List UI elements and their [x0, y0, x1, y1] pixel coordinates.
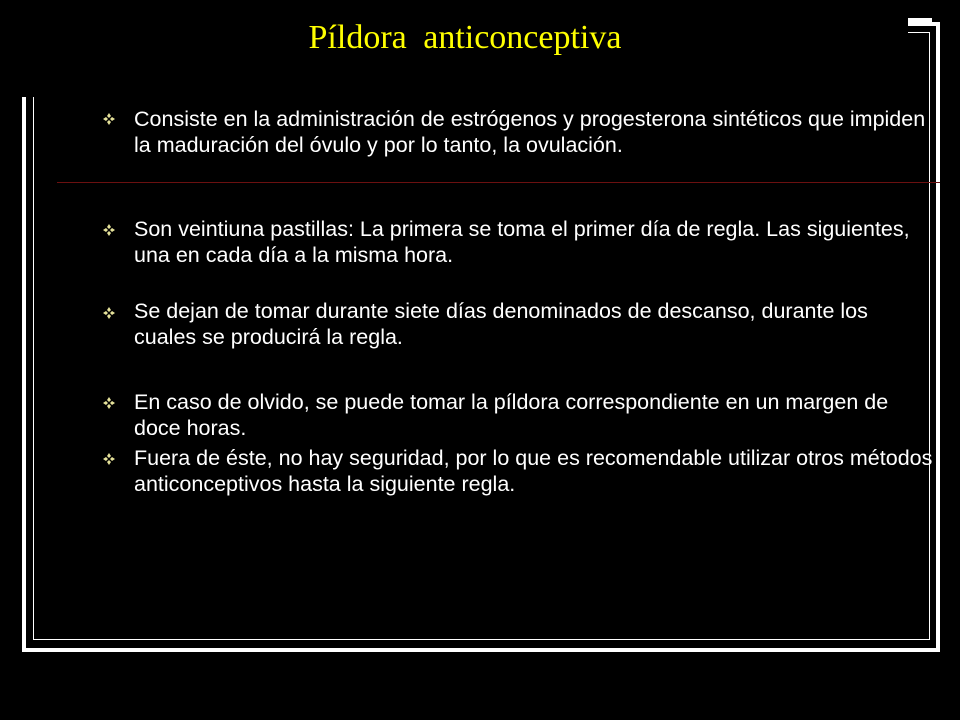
title-divider-line — [57, 182, 940, 183]
bullet-text-2: Son veintiuna pastillas: La primera se toma el primer día de regla. Las siguientes, una en cada día a la misma hora. — [134, 217, 910, 267]
diamond-bullet-icon — [103, 307, 115, 319]
bullet-text-1: Consiste en la administración de estrógenos y progesterona sintéticos que impiden la maduración del óvulo y por lo tanto, la ovulación. — [134, 107, 926, 157]
diamond-bullet-icon — [103, 113, 115, 125]
diamond-bullet-icon — [103, 397, 115, 409]
bullet-text-4: En caso de olvido, se puede tomar la píldora correspondiente en un margen de doce horas. — [134, 390, 889, 440]
diamond-bullet-icon — [103, 224, 115, 236]
slide-title: Píldora anticonceptiva — [308, 19, 622, 56]
diamond-bullet-icon — [103, 453, 115, 465]
bullet-text-3: Se dejan de tomar durante siete días denominados de descanso, durante los cuales se producirá la regla. — [134, 299, 868, 349]
bullet-text-5: Fuera de éste, no hay seguridad, por lo que es recomendable utilizar otros métodos anticonceptivos hasta la siguiente regla. — [134, 446, 933, 496]
